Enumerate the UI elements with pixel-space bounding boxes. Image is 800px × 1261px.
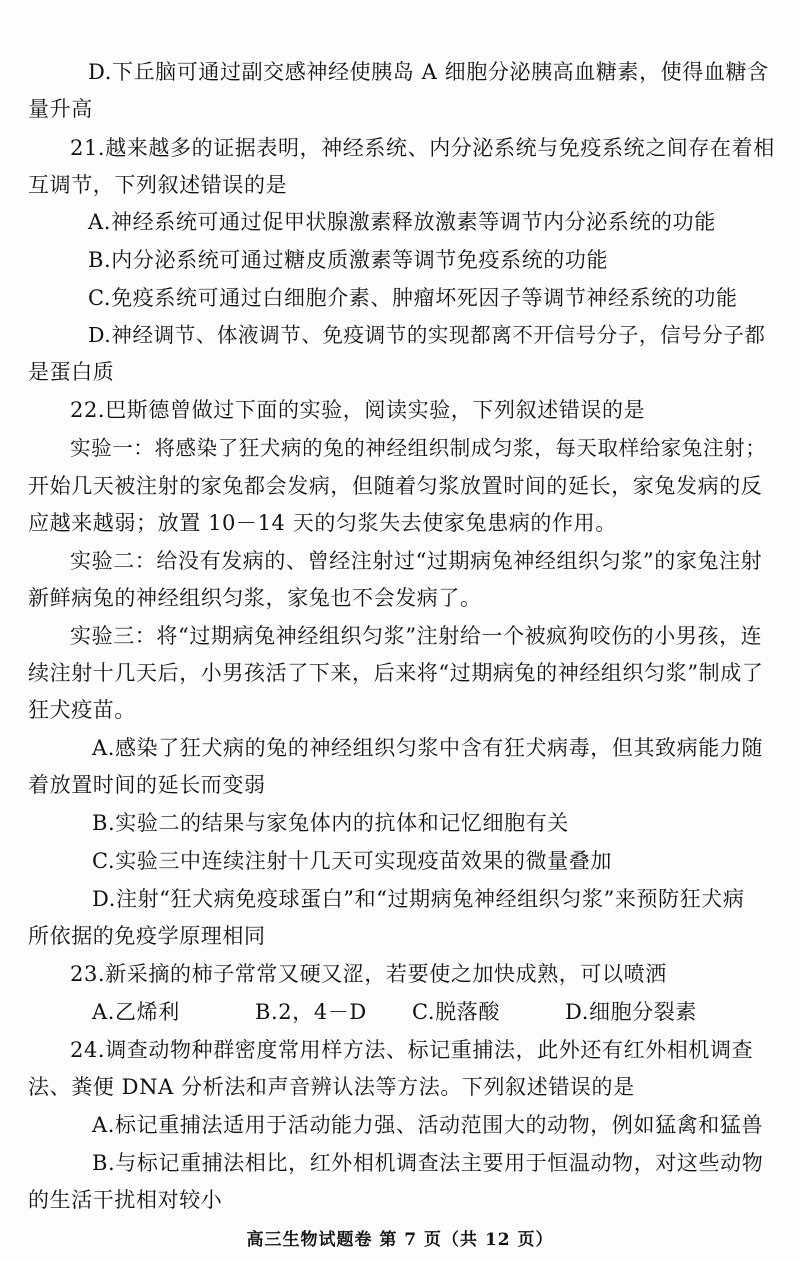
q21-stem-line1: 21.越来越多的证据表明，神经系统、内分泌系统与免疫系统之间存在着相 <box>70 136 775 160</box>
q22-option-c: C.实验三中连续注射十几天可实现疫苗效果的微量叠加 <box>92 849 612 873</box>
q21-option-d-line2: 是蛋白质 <box>28 360 115 384</box>
q21-option-d-line1: D.神经调节、体液调节、免疫调节的实现都离不开信号分子，信号分子都 <box>88 323 766 347</box>
q24-stem-line1: 24.调查动物种群密度常用样方法、标记重捕法，此外还有红外相机调查 <box>70 1038 754 1062</box>
q22-exp1-line2: 开始几天被注射的家兔都会发病，但随着匀浆放置时间的延长，家兔发病的反 <box>28 474 763 498</box>
q22-exp1-line1: 实验一：将感染了狂犬病的兔的神经组织制成匀浆，每天取样给家兔注射； <box>70 436 767 460</box>
q23-option-d: D.细胞分裂素 <box>565 1000 697 1024</box>
q20-option-d-line2: 量升高 <box>28 97 93 121</box>
q22-option-d-line2: 所依据的免疫学原理相同 <box>28 924 266 948</box>
q23-option-c: C.脱落酸 <box>412 1000 500 1024</box>
q23-stem: 23.新采摘的柿子常常又硬又涩，若要使之加快成熟，可以喷洒 <box>70 962 667 986</box>
page-footer: 高三生物试题卷 第 7 页（共 12 页） <box>246 1230 554 1250</box>
q24-stem-line2: 法、粪便 DNA 分析法和声音辨认法等方法。下列叙述错误的是 <box>28 1075 635 1099</box>
q21-option-b: B.内分泌系统可通过糖皮质激素等调节免疫系统的功能 <box>88 248 609 272</box>
q21-stem-line2: 互调节，下列叙述错误的是 <box>28 173 288 197</box>
q23-option-a: A.乙烯利 <box>92 1000 180 1024</box>
q22-exp1-line3: 应越来越弱；放置 10－14 天的匀浆失去使家兔患病的作用。 <box>28 511 617 535</box>
q24-option-a: A.标记重捕法适用于活动能力强、活动范围大的动物，例如猛禽和猛兽 <box>92 1113 764 1137</box>
q24-option-b-line2: 的生活干扰相对较小 <box>28 1188 223 1212</box>
q22-option-b: B.实验二的结果与家兔体内的抗体和记忆细胞有关 <box>92 811 569 835</box>
q22-exp3-line3: 狂犬疫苗。 <box>28 698 136 722</box>
q22-stem: 22.巴斯德曾做过下面的实验，阅读实验，下列叙述错误的是 <box>70 398 646 422</box>
q24-option-b-line1: B.与标记重捕法相比，红外相机调查法主要用于恒温动物，对这些动物 <box>92 1151 764 1175</box>
q23-option-b: B.2，4－D <box>255 1000 367 1024</box>
q21-option-a: A.神经系统可通过促甲状腺激素释放激素等调节内分泌系统的功能 <box>88 210 716 234</box>
q22-exp3-line2: 续注射十几天后，小男孩活了下来，后来将“过期病兔的神经组织匀浆”制成了 <box>28 661 764 685</box>
q22-option-a-line1: A.感染了狂犬病的兔的神经组织匀浆中含有狂犬病毒，但其致病能力随 <box>92 736 764 760</box>
q22-exp3-line1: 实验三：将“过期病兔神经组织匀浆”注射给一个被疯狗咬伤的小男孩，连 <box>70 624 763 648</box>
q21-option-c: C.免疫系统可通过白细胞介素、肿瘤坏死因子等调节神经系统的功能 <box>88 286 738 310</box>
q22-exp2-line1: 实验二：给没有发病的、曾经注射过“过期病兔神经组织匀浆”的家兔注射 <box>70 549 763 573</box>
q20-option-d-line1: D.下丘脑可通过副交感神经使胰岛 A 细胞分泌胰高血糖素，使得血糖含 <box>88 60 769 84</box>
q22-exp2-line2: 新鲜病兔的神经组织匀浆，家兔也不会发病了。 <box>28 586 482 610</box>
q22-option-d-line1: D.注射“狂犬病免疫球蛋白”和“过期病兔神经组织匀浆”来预防狂犬病 <box>92 887 745 911</box>
q22-option-a-line2: 着放置时间的延长而变弱 <box>28 773 266 797</box>
